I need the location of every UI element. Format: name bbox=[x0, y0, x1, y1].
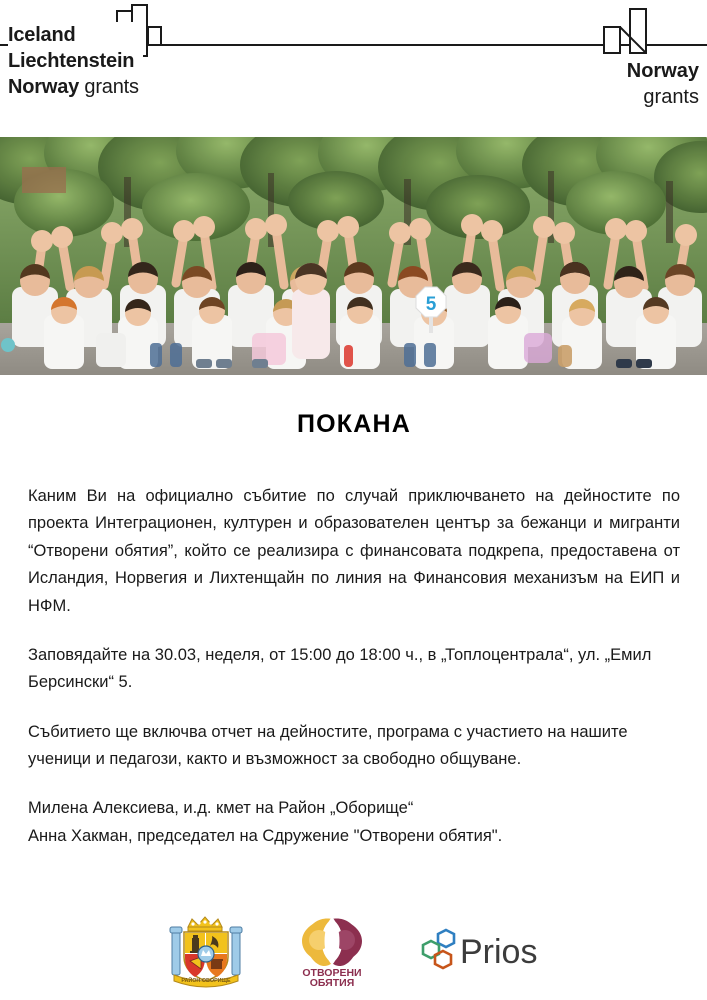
otvoreni-obyatiya-logo bbox=[288, 913, 376, 987]
norway-wordmark-bold: Norway bbox=[626, 60, 699, 82]
wordmark-line-iceland: Iceland bbox=[8, 24, 76, 46]
iceland-liechtenstein-norway-grants-wordmark bbox=[8, 22, 143, 100]
partner-logos-footer bbox=[0, 900, 707, 1000]
event-group-photo bbox=[0, 137, 707, 375]
wordmark-line-norway-grants bbox=[8, 74, 139, 100]
signature-chairperson: Анна Хакман, председател на Сдружение "Отворени обятия". bbox=[28, 826, 503, 845]
norway-grants-wordmark bbox=[623, 58, 699, 110]
norway-grants-bar-mark bbox=[603, 8, 665, 63]
paragraph-programme: Събитието ще включва отчет на дейностите, програма с участието на нашите ученици и педагози, както и възможност за свободно общуване. bbox=[28, 722, 628, 768]
wordmark-norway-bold: Norway bbox=[8, 76, 80, 98]
coat-of-arms-ribbon-text: РАЙОН ОБОРИЩЕ bbox=[180, 978, 231, 984]
wordmark-grants-light: grants bbox=[84, 76, 139, 98]
paragraph-date-venue: Заповядайте на 30.03, неделя, от 15:00 до 18:00 ч., в „Топлоцентрала“, ул. „Емил Берсински“ 5. bbox=[28, 645, 652, 692]
norway-wordmark-grants: grants bbox=[643, 86, 699, 108]
wordmark-line-liechtenstein: Liechtenstein bbox=[8, 50, 135, 72]
invitation-content bbox=[28, 410, 680, 850]
signatures-block bbox=[28, 795, 680, 850]
oborishte-district-coat-of-arms bbox=[166, 911, 246, 989]
paragraph-project-intro: Каним Ви на официално събитие по случай приключването на дейностите по проекта Интеграционен, културен и образователен център за бежанци и мигранти “Отворени обятия”, който се реализира с финансовата подкрепа, предоставена от Исландия, Норвегия и Лихтенщайн по линия на Финансовия механизъм на ЕИП и НФМ. bbox=[28, 487, 680, 615]
signature-mayor: Милена Алексиева, и.д. кмет на Район „Оборище“ bbox=[28, 799, 414, 818]
page-title: ПОКАНА bbox=[296, 410, 412, 438]
svg-text:5: 5 bbox=[425, 294, 437, 315]
otvoreni-label-line-1: ОТВОРЕНИ bbox=[301, 967, 362, 979]
eea-norway-grants-header bbox=[0, 0, 707, 130]
prios-logo bbox=[418, 924, 542, 976]
otvoreni-label-line-2: ОБЯТИЯ bbox=[309, 977, 354, 987]
prios-wordmark: Prios bbox=[459, 933, 537, 971]
